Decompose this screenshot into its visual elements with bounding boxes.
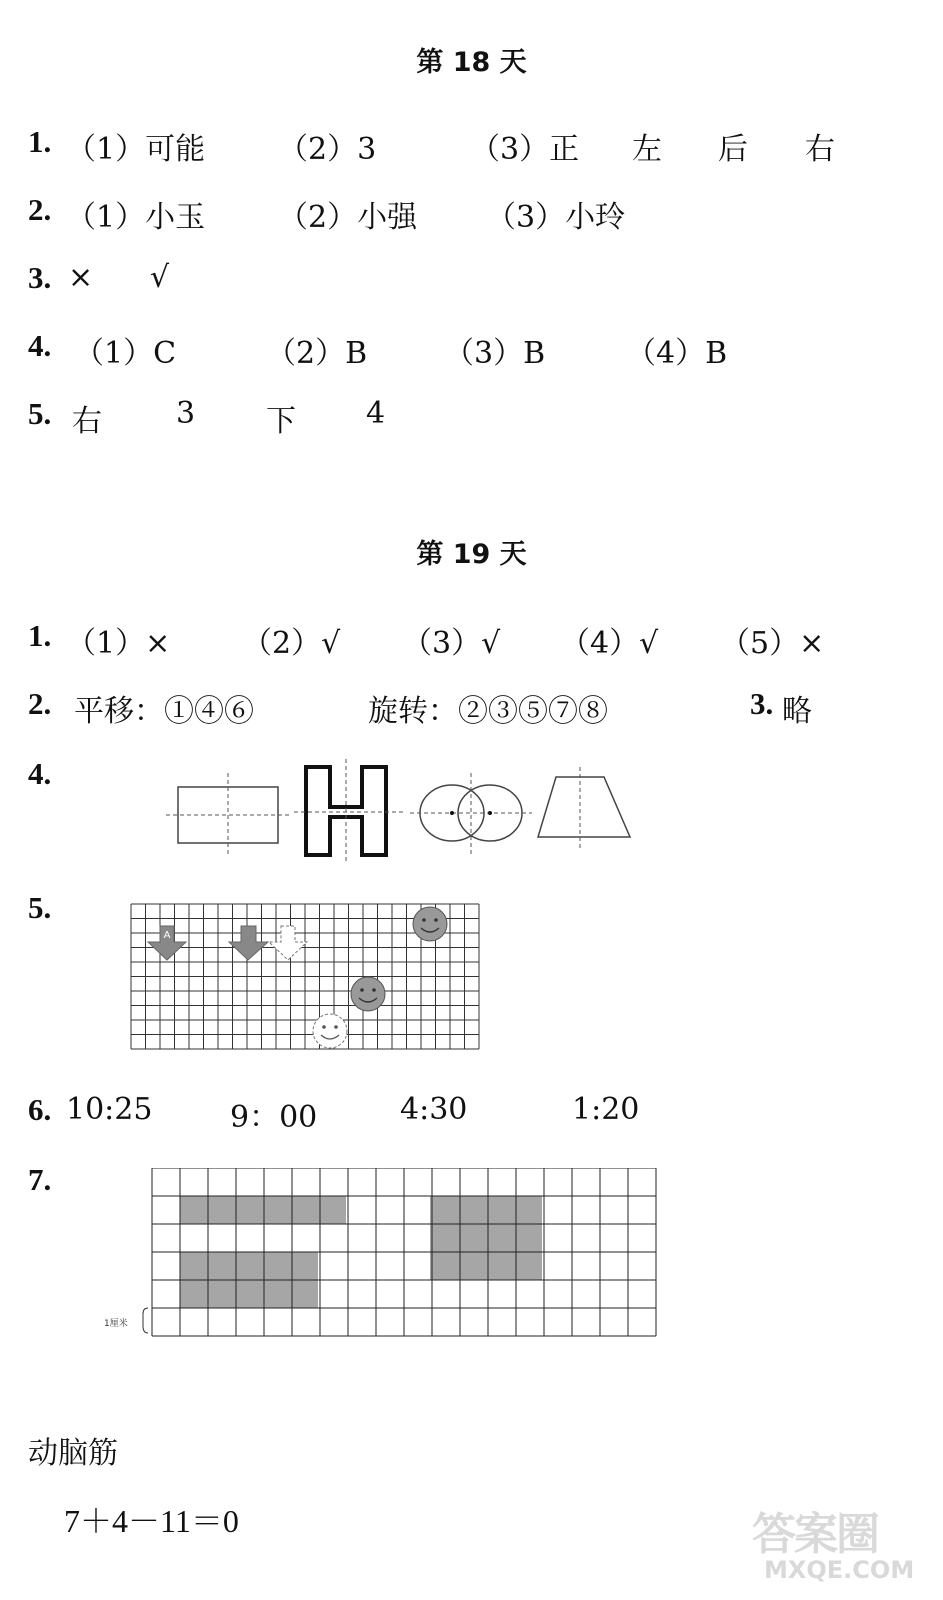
smiley-face-dashed bbox=[313, 1014, 347, 1048]
day19-q6 bbox=[28, 1092, 928, 1135]
shaded-square bbox=[430, 1196, 542, 1280]
day19-q4-number: 4. bbox=[28, 756, 52, 791]
answer: 略 bbox=[782, 694, 812, 729]
question-number: 3. bbox=[28, 260, 52, 295]
arrow-shape-dashed bbox=[269, 926, 307, 960]
answer: （4）√ bbox=[560, 626, 659, 661]
day18-q1 bbox=[28, 124, 908, 167]
answer: 下 bbox=[266, 404, 296, 439]
answer: （5）× bbox=[720, 626, 825, 661]
area-grid bbox=[140, 1168, 660, 1338]
answer: （1）C bbox=[74, 336, 177, 371]
two-circles-figure bbox=[410, 773, 532, 855]
answer: （1）可能 bbox=[66, 132, 206, 167]
translation-grid bbox=[128, 900, 494, 1052]
answer: 平移：①④⑥ bbox=[74, 694, 254, 729]
answer: 旋转：②③⑤⑦⑧ bbox=[368, 694, 608, 729]
question-number: 2. bbox=[28, 686, 52, 721]
answer: （2）√ bbox=[242, 626, 341, 661]
day18-q2 bbox=[28, 192, 908, 235]
answer: （1）小玉 bbox=[66, 200, 206, 235]
day19-q2 bbox=[28, 686, 928, 729]
time-answer: 1:20 bbox=[572, 1092, 640, 1127]
answer: （2）小强 bbox=[278, 200, 418, 235]
answer: （1）× bbox=[66, 626, 171, 661]
question-number: 5. bbox=[28, 396, 52, 431]
day18-q4 bbox=[28, 328, 908, 371]
answer: 右 bbox=[72, 404, 102, 439]
time-answer: 9：00 bbox=[230, 1100, 318, 1135]
question-number: 3. bbox=[750, 686, 774, 721]
answer: （2）B bbox=[266, 336, 368, 371]
answer: （2）3 bbox=[278, 132, 377, 167]
question-number: 4. bbox=[28, 328, 52, 363]
letter-h-figure bbox=[294, 759, 404, 863]
arrow-shape-shaded bbox=[229, 926, 268, 960]
day19-q1 bbox=[28, 618, 928, 661]
shaded-rectangle-long bbox=[180, 1196, 346, 1224]
unit-label: 1厘米 bbox=[104, 1319, 128, 1329]
smiley-face-middle bbox=[351, 977, 385, 1011]
trapezoid-figure bbox=[538, 767, 630, 851]
day18-title: 第 18 天 bbox=[416, 47, 527, 78]
smiley-face-top bbox=[413, 907, 447, 941]
symmetry-figures bbox=[160, 755, 650, 865]
time-answer: 4:30 bbox=[400, 1092, 468, 1127]
watermark-logo: 答案圈 bbox=[752, 1509, 878, 1560]
answer: √ bbox=[150, 260, 170, 295]
day19-title: 第 19 天 bbox=[416, 539, 527, 570]
answer: 4 bbox=[366, 396, 386, 431]
day19-q7-number: 7. bbox=[28, 1162, 52, 1197]
arrow-shape-original bbox=[148, 926, 186, 960]
day19-q5-number: 5. bbox=[28, 890, 52, 925]
unit-bracket bbox=[143, 1308, 148, 1333]
rectangle-figure bbox=[166, 773, 290, 857]
answer: （3）√ bbox=[402, 626, 501, 661]
time-answer: 10:25 bbox=[66, 1092, 153, 1127]
question-number: 1. bbox=[28, 124, 52, 159]
answer: 3 bbox=[176, 396, 196, 431]
answer: （3）小玲 bbox=[486, 200, 626, 235]
answer: 右 bbox=[805, 132, 835, 167]
watermark-url: MXQE.COM bbox=[764, 1556, 915, 1584]
answer: （3）正 bbox=[470, 132, 580, 167]
answer: × bbox=[68, 260, 94, 295]
day18-q3 bbox=[28, 260, 908, 300]
answer: 左 bbox=[632, 132, 662, 167]
question-number: 6. bbox=[28, 1092, 52, 1127]
answer: 后 bbox=[718, 132, 748, 167]
arrow-label: A bbox=[163, 930, 171, 941]
answer: （3）B bbox=[444, 336, 546, 371]
grid-lines bbox=[152, 1168, 656, 1336]
brain-equation: 7＋4－11＝0 bbox=[64, 1503, 239, 1539]
question-number: 1. bbox=[28, 618, 52, 653]
question-number: 2. bbox=[28, 192, 52, 227]
brain-title: 动脑筋 bbox=[28, 1436, 118, 1471]
answer: （4）B bbox=[626, 336, 728, 371]
day18-q5 bbox=[28, 396, 908, 439]
